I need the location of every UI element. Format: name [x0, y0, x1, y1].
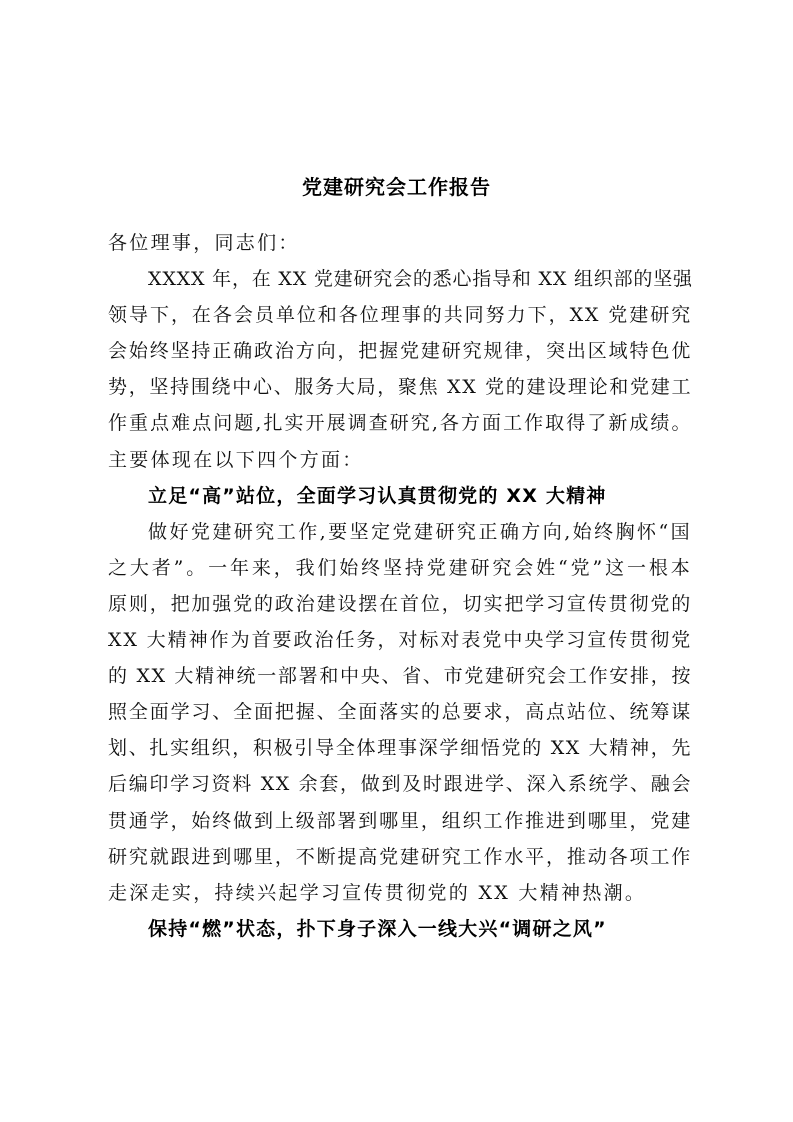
- document-body: [108, 225, 692, 947]
- section1-line: 照全面学习、全面把握、全面落实的总要求，高点站位、统筹谋: [108, 701, 692, 724]
- section1-line: 研究就跟进到哪里，不断提高党建研究工作水平，推动各项工作: [108, 845, 692, 868]
- section1-line: 原则，把加强党的政治建设摆在首位，切实把学习宣传贯彻党的: [108, 592, 692, 615]
- salutation: 各位理事，同志们：: [108, 232, 300, 254]
- section1-line: 做好党建研究工作,要坚定党建研究正确方向,始终胸怀“国: [148, 520, 692, 543]
- section1-line: 走深走实，持续兴起学习宣传贯彻党的 XX 大精神热潮。: [108, 881, 647, 904]
- section1-line: 后编印学习资料 XX 余套，做到及时跟进学、深入系统学、融会: [108, 773, 692, 796]
- intro-line: XXXX 年，在 XX 党建研究会的悉心指导和 XX 组织部的坚强: [148, 268, 693, 291]
- section1-line: XX 大精神作为首要政治任务，对标对表党中央学习宣传贯彻党: [108, 629, 692, 652]
- intro-line: 作重点难点问题,扎实开展调查研究,各方面工作取得了新成绩。: [108, 412, 693, 435]
- section1-line: 之大者”。一年来，我们始终坚持党建研究会姓“党”这一根本: [108, 556, 692, 579]
- document-title: 党建研究会工作报告: [302, 175, 491, 199]
- intro-line: 会始终坚持正确政治方向，把握党建研究规律，突出区域特色优: [108, 340, 692, 363]
- intro-line: 势，坚持围绕中心、服务大局，聚焦 XX 党的建设理论和党建工: [108, 376, 692, 399]
- section-heading-2: 保持“燃”状态，扑下身子深入一线大兴“调研之风”: [148, 917, 607, 940]
- intro-line: 领导下，在各会员单位和各位理事的共同努力下，XX 党建研究: [108, 304, 692, 327]
- section1-line: 划、扎实组织，积极引导全体理事深学细悟党的 XX 大精神，先: [108, 737, 692, 760]
- section1-line: 贯通学，始终做到上级部署到哪里，组织工作推进到哪里，党建: [108, 809, 692, 832]
- intro-line: 主要体现在以下四个方面：: [108, 448, 364, 471]
- section-heading-1: 立足“高”站位，全面学习认真贯彻党的 XX 大精神: [148, 484, 607, 507]
- section1-line: 的 XX 大精神统一部署和中央、省、市党建研究会工作安排，按: [108, 665, 692, 688]
